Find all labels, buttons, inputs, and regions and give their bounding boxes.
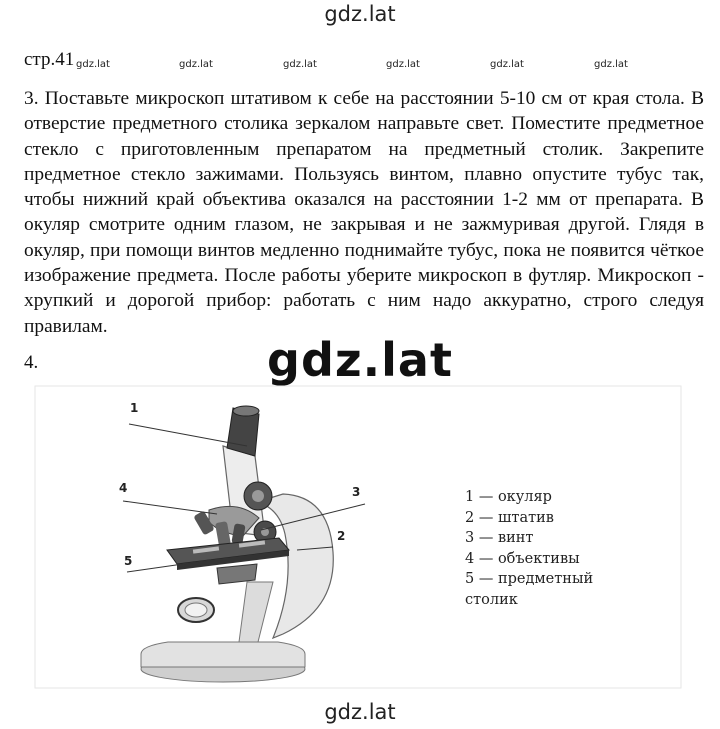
task-3-paragraph: 3. Поставьте микроскоп штативом к себе на расстоянии 5-10 см от края стола. В отверстие предметного столика зеркалом направьте свет. Поместите предметное стекло с приготовленным препаратом на предметный столик. Закрепите предметное стекло зажимами. Пользуясь винтом, плавно опустите тубус так, чтобы нижний край объектива оказался на расстоянии 1-2 мм от препарата. В окуляр смотрите одним глазом, не закрывая и не зажмуривая другой. Глядя в окуляр, при помощи винтов медленно поднимайте тубус, пока не появится чёткое изображение предмета. После работы уберите микроскоп в футляр. Микроскоп - хрупкий и дорогой прибор: работать с ним надо аккуратно, строго следуя правилам.	[24, 88, 704, 337]
microscope-figure	[33, 384, 683, 690]
watermark-small: gdz.lat	[386, 59, 420, 70]
page-header-line	[24, 49, 704, 73]
callout-2: 2	[337, 529, 346, 543]
watermark-bottom: gdz.lat	[324, 700, 396, 724]
figure-legend	[465, 487, 593, 610]
task-4-number: 4.	[24, 352, 39, 373]
watermark-large: gdz.lat	[267, 333, 453, 387]
watermark-small: gdz.lat	[76, 59, 110, 70]
watermark-small: gdz.lat	[179, 59, 213, 70]
legend-item-screw: 3 — винт	[465, 530, 534, 546]
legend-item-objectives: 4 — объективы	[465, 550, 580, 567]
legend-item-stage: 5 — предметный	[465, 571, 594, 587]
watermark-small: gdz.lat	[283, 59, 317, 70]
watermark-top: gdz.lat	[324, 2, 396, 26]
watermark-small: gdz.lat	[594, 59, 628, 70]
callout-3: 3	[352, 485, 361, 499]
legend-item-eyepiece: 1 — окуляр	[465, 489, 552, 505]
callout-5: 5	[124, 554, 133, 568]
watermark-small: gdz.lat	[490, 59, 524, 70]
callout-4: 4	[119, 481, 128, 495]
callout-1: 1	[130, 401, 139, 415]
legend-item-stage-cont: столик	[465, 591, 518, 608]
page-number: стр.41	[24, 49, 75, 70]
legend-item-stand: 2 — штатив	[465, 509, 554, 526]
